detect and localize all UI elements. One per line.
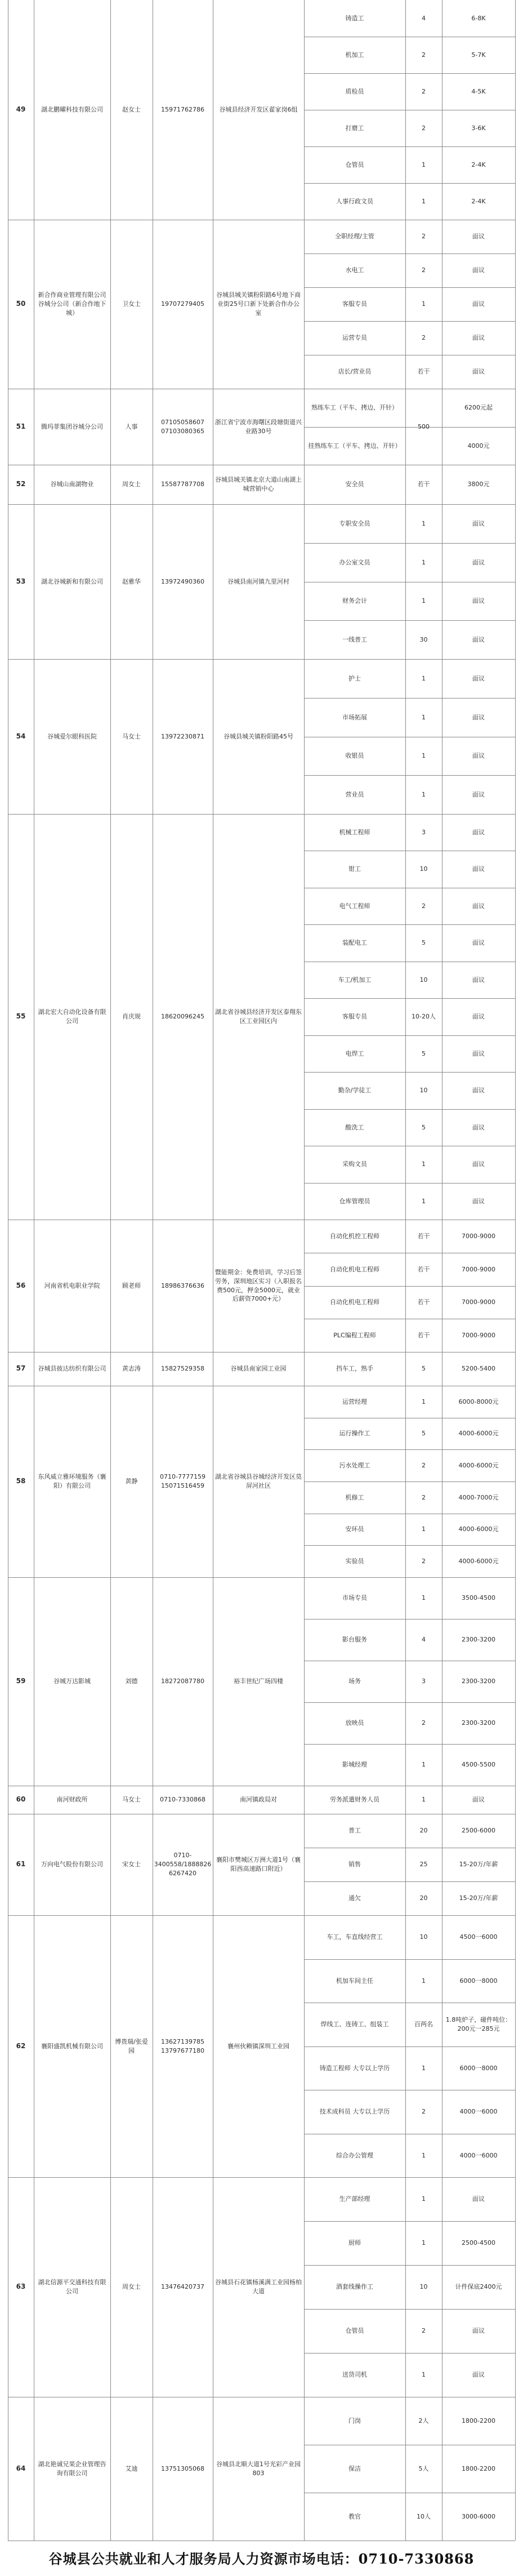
job-title: 一线普工: [342, 635, 367, 643]
job-headcount: 1: [422, 1796, 426, 1804]
job-title: 办公室文员: [339, 558, 370, 566]
job-headcount: 1: [422, 197, 426, 205]
contact-person: 人事: [125, 422, 138, 430]
job-headcount: 1: [422, 752, 426, 760]
job-title: 影城经理: [342, 1761, 367, 1769]
job-salary: 面议: [472, 2371, 485, 2379]
row-number: 56: [16, 1281, 26, 1289]
job-salary: 7000-9000: [462, 1331, 495, 1339]
contact-person: 马女士: [122, 732, 141, 740]
company-address: 湖北省谷城县经济开发区泰翔东区工业园区内: [215, 1008, 302, 1025]
job-headcount: 若干: [417, 481, 430, 488]
job-headcount: 2: [422, 1493, 426, 1501]
job-title: 打磨工: [345, 124, 364, 132]
job-salary: 面议: [472, 1013, 485, 1021]
job-salary: 2-4K: [471, 197, 486, 205]
job-salary: 面议: [472, 266, 485, 274]
company-name: 谷城县彼达纺织有限公司: [38, 1365, 106, 1373]
contact-phone: 13476420737: [161, 2283, 204, 2291]
contact-phone: 15971762786: [161, 106, 204, 114]
job-headcount: 10: [419, 1087, 428, 1095]
job-headcount: 5: [422, 1365, 426, 1373]
job-headcount: 1: [422, 674, 426, 682]
job-headcount: 5人: [418, 2464, 429, 2472]
contact-phone: 13972490360: [161, 577, 204, 585]
job-title: 机加车间主任: [336, 1977, 373, 1985]
contact-phone: 18272087780: [161, 1678, 204, 1685]
contact-phone: 0710-3400558/1888826 6267420: [154, 1852, 212, 1877]
contact-person: 黄静: [125, 1478, 138, 1485]
job-headcount: 10-20人: [412, 1013, 436, 1021]
company-name: 谷城山南湖物业: [50, 481, 94, 488]
contact-person: 刘德: [125, 1678, 138, 1685]
job-title: 挡车工，熟手: [336, 1365, 373, 1373]
company-name: 湖北宏大自动化设备有限公司: [38, 1008, 106, 1025]
job-salary: 7000-9000: [462, 1232, 495, 1240]
contact-phone: 18986376636: [161, 1282, 204, 1289]
job-headcount: 2: [422, 902, 426, 910]
job-title: 自动化机电工程师: [330, 1298, 379, 1306]
job-salary: 2300-3200: [462, 1719, 495, 1727]
job-title: 全职经理/主管: [335, 233, 374, 241]
job-salary: 面议: [472, 790, 485, 798]
company-address: 暨能期金：免费培训，学习后签劳务，深圳地区实习（入职报名费500元，押金5000元，就业后薪资7000+元）: [215, 1268, 302, 1303]
company-name: 南河财政所: [56, 1796, 88, 1804]
job-title: 酸洗工: [345, 1123, 364, 1131]
job-headcount: 若干: [417, 1298, 430, 1306]
job-title: 仓管员: [345, 161, 364, 168]
row-number: 50: [16, 300, 26, 308]
job-title: 影台服务: [342, 1636, 367, 1644]
job-title: 客服专员: [342, 1013, 367, 1021]
row-number: 57: [16, 1364, 26, 1373]
job-title: 机修工: [345, 1493, 364, 1501]
job-headcount: 5: [422, 1430, 426, 1438]
job-salary: 2500-4500: [462, 2239, 495, 2247]
job-salary: 1800-2200: [462, 2417, 495, 2424]
job-title: 厨师: [348, 2239, 361, 2247]
job-headcount: 10: [419, 976, 428, 984]
contact-phone: 15827529358: [161, 1365, 204, 1373]
job-salary: 面议: [472, 233, 485, 241]
job-title: 营业员: [345, 790, 364, 798]
job-salary: 4000-6000元: [458, 1525, 499, 1533]
company-address: 襄州伙赖镇深圳工业园: [227, 2042, 289, 2050]
job-salary: 面议: [472, 558, 485, 566]
contact-phone: 0710-7330868: [160, 1796, 205, 1804]
job-headcount: 2: [422, 266, 426, 274]
job-title: 水电工: [345, 266, 364, 274]
job-headcount: 20: [419, 1894, 428, 1902]
job-title: 机械工程师: [339, 828, 370, 836]
job-title: 场务: [348, 1678, 361, 1685]
job-salary: 4000元: [467, 442, 490, 450]
job-title: 采购文员: [342, 1160, 367, 1168]
contact-person: 肖庆规: [122, 1013, 141, 1021]
job-headcount: 1: [422, 1160, 426, 1168]
job-headcount: 1: [422, 1197, 426, 1205]
row-number: 62: [16, 2041, 26, 2050]
job-headcount: 1: [422, 1977, 426, 1985]
job-headcount: 若干: [417, 1331, 430, 1339]
job-salary: 6000一8000: [459, 1977, 498, 1985]
job-salary: 3000-6000: [462, 2512, 495, 2520]
job-salary: 4-5K: [471, 87, 486, 95]
company-name: 湖北鹏曜科技有限公司: [41, 106, 103, 114]
company-address: 谷城县南河镇九里河村: [227, 577, 289, 585]
job-salary: 5200-5400: [462, 1365, 495, 1373]
company-address: 谷城县城关镇粉阳路6号地下商业街25号口新下处新合作办公室: [216, 291, 301, 317]
company-name: 万向电气股份有限公司: [41, 1861, 103, 1868]
job-headcount: 20: [419, 1827, 428, 1835]
job-salary: 面议: [472, 1087, 485, 1095]
job-title: 装配电工: [342, 939, 367, 947]
job-salary: 4000一6000: [459, 2151, 498, 2159]
row-number: 55: [16, 1012, 26, 1021]
contact-person: 黄志涛: [122, 1365, 141, 1373]
job-headcount: 1: [422, 161, 426, 168]
company-address: 谷城县城关镇粉阳路45号: [223, 732, 293, 740]
row-number: 60: [16, 1795, 26, 1804]
company-address: 浙江省宁波市海曙区段塘街道兴业路30号: [215, 418, 302, 435]
job-headcount: 2: [422, 124, 426, 132]
job-salary: 面议: [472, 674, 485, 682]
contact-person: 周女士: [122, 481, 141, 488]
job-headcount: 1: [422, 300, 426, 308]
job-title: 仓管员: [345, 2327, 364, 2335]
job-salary: 7000-9000: [462, 1265, 495, 1273]
job-salary: 面议: [472, 865, 485, 873]
job-title: 运行操作工: [339, 1430, 370, 1438]
company-address: 谷城县石花镇杨溪满工业园杨柏大道: [215, 2279, 302, 2295]
job-title: 送货司机: [342, 2371, 367, 2379]
job-headcount: 10: [419, 865, 428, 873]
job-salary: 面议: [472, 635, 485, 643]
job-title: 酒套线操作工: [336, 2283, 373, 2291]
contact-person: 马女士: [122, 1796, 141, 1804]
job-salary: 面议: [472, 713, 485, 721]
job-salary: 面议: [472, 597, 485, 605]
job-salary: 4000-6000元: [458, 1430, 499, 1438]
company-name: 谷城爱尔眼科医院: [47, 732, 97, 740]
job-title: 勤杂/学徒工: [338, 1087, 372, 1095]
job-salary: 3-6K: [471, 124, 486, 132]
job-headcount: 25: [419, 1861, 428, 1868]
job-headcount: 30: [419, 635, 428, 643]
job-title: 铸造工: [345, 14, 364, 22]
job-headcount: 5: [422, 939, 426, 947]
company-name: 新合作商业管理有限公司谷城分公司（新合作地下城）: [38, 291, 106, 317]
contact-phone: 18620096245: [161, 1013, 204, 1021]
job-title: 市场拓展: [342, 713, 367, 721]
job-headcount: 1: [422, 2064, 426, 2072]
job-title: 运营专员: [342, 334, 367, 342]
job-headcount: 百两名: [414, 2021, 433, 2028]
company-name: 河南省机电职业学院: [44, 1282, 100, 1289]
company-address: 谷城县经济开发区翟家岗6组: [219, 106, 298, 114]
job-title: 电焊工: [345, 1049, 364, 1057]
row-number: 58: [16, 1477, 26, 1485]
row-number: 49: [16, 105, 26, 114]
job-salary: 7000-9000: [462, 1298, 495, 1306]
job-salary: 4500一6000: [459, 1933, 498, 1941]
job-title: 铸造工程师 大专以上学历: [319, 2064, 390, 2072]
job-salary: 3800元: [467, 481, 490, 488]
contact-phone: 13627139785 13797677180: [161, 2037, 204, 2054]
contact-person: 周女士: [122, 2283, 141, 2291]
job-title: 自动化机控工程师: [330, 1232, 379, 1240]
job-headcount: 若干: [417, 1265, 430, 1273]
company-name: 湖北艳诚兄果企业管理咨询有限公司: [38, 2460, 106, 2477]
job-salary: 2300-3200: [462, 1636, 495, 1644]
job-headcount: 500: [418, 422, 430, 430]
job-salary: 15-20万/年薪: [459, 1861, 498, 1868]
job-salary: 1800-2200: [462, 2464, 495, 2472]
job-title: 生产部经理: [339, 2195, 370, 2203]
job-salary: 面议: [472, 334, 485, 342]
job-headcount: 5: [422, 1049, 426, 1057]
job-title: 店长/营业员: [338, 368, 372, 376]
job-title: 教官: [348, 2512, 361, 2520]
job-salary: 6200元起: [464, 404, 493, 412]
job-title: 钳工: [348, 865, 361, 873]
job-salary: 面议: [472, 828, 485, 836]
contact-phone: 13751305068: [161, 2464, 204, 2472]
job-title: 运营经理: [342, 1398, 367, 1405]
job-headcount: 10: [419, 1933, 428, 1941]
job-headcount: 4: [422, 14, 426, 22]
job-headcount: 1: [422, 558, 426, 566]
job-title: 熟练车工（平车、拷边、开针）: [311, 404, 398, 412]
job-title: 财务会计: [342, 597, 367, 605]
job-salary: 面议: [472, 300, 485, 308]
job-headcount: 2: [422, 1557, 426, 1565]
job-salary: 面议: [472, 368, 485, 376]
job-title: 机加工: [345, 51, 364, 59]
job-headcount: 若干: [417, 1232, 430, 1240]
job-title: 安全员: [345, 481, 364, 488]
job-salary: 面议: [472, 752, 485, 760]
job-salary: 4000一6000: [459, 2108, 498, 2116]
job-title: 挂熟练车工（平车、拷边、开针）: [308, 442, 401, 450]
job-salary: 2300-3200: [462, 1678, 495, 1685]
row-number: 54: [16, 732, 26, 740]
job-salary: 4000-6000元: [458, 1461, 499, 1469]
job-headcount: 2: [422, 2108, 426, 2116]
contact-person: 赵雅华: [122, 577, 141, 585]
job-title: 客服专员: [342, 300, 367, 308]
job-title: 综合办公管理: [336, 2151, 373, 2159]
job-salary: 面议: [472, 976, 485, 984]
job-headcount: 5: [422, 1123, 426, 1131]
contact-person: 顾老师: [122, 1282, 141, 1289]
job-headcount: 1: [422, 790, 426, 798]
job-headcount: 1: [422, 713, 426, 721]
job-headcount: 1: [422, 1594, 426, 1602]
company-address: 谷城县城关镇北京大道山南湖上城营销中心: [215, 476, 302, 492]
job-salary: 面议: [472, 2195, 485, 2203]
job-headcount: 1: [422, 1761, 426, 1769]
job-salary: 4000-6000元: [458, 1557, 499, 1565]
company-name: 腾玛菲集团谷城分公司: [41, 422, 103, 430]
job-title: PLC编程工程师: [333, 1331, 376, 1339]
job-headcount: 2: [422, 2327, 426, 2335]
company-address: 裕丰世纪广场四楼: [234, 1678, 283, 1685]
job-headcount: 2: [422, 51, 426, 59]
job-headcount: 1: [422, 2371, 426, 2379]
company-name: 东风威立雅环境服务（襄阳）有限公司: [38, 1473, 106, 1489]
contact-person: 艾迪: [125, 2464, 138, 2472]
job-headcount: 若干: [417, 368, 430, 376]
job-title: 人事行政文员: [336, 197, 373, 205]
row-number: 64: [16, 2464, 26, 2472]
contact-person: 宋女士: [122, 1861, 141, 1868]
company-address: 南河镇政局对: [240, 1796, 277, 1804]
job-salary: 4000-7000元: [458, 1493, 499, 1501]
job-salary: 面议: [472, 1160, 485, 1168]
company-name: 湖北谷城新和有限公司: [41, 577, 103, 585]
contact-person: 卫女士: [122, 300, 141, 308]
footer-hotline: 谷城县公共就业和人才服务局人力资源市场电话：0710-7330868: [48, 2550, 475, 2567]
job-salary: 面议: [472, 1123, 485, 1131]
job-title: 普工: [348, 1827, 361, 1835]
job-salary: 面议: [472, 939, 485, 947]
row-number: 51: [16, 422, 26, 430]
job-title: 仓库管理员: [339, 1197, 370, 1205]
job-title: 质检员: [345, 87, 364, 95]
contact-phone: 19707279405: [161, 300, 204, 308]
job-title: 车工，车直线经营工: [327, 1933, 383, 1941]
job-headcount: 2: [422, 87, 426, 95]
job-salary: 6-8K: [471, 14, 486, 22]
job-title: 护士: [348, 674, 361, 682]
job-headcount: 1: [422, 519, 426, 527]
company-address: 湖北省谷城县谷城经济开发区莫屏河社区: [215, 1473, 302, 1489]
row-number: 61: [16, 1860, 26, 1868]
contact-phone: 0710-7777159 15071516459: [160, 1473, 205, 1489]
company-name: 湖北信源平交通科技有限公司: [38, 2279, 106, 2295]
job-headcount: 1: [422, 597, 426, 605]
contact-phone: 07105058607 07103080365: [161, 418, 204, 435]
job-headcount: 4: [422, 1636, 426, 1644]
job-headcount: 1: [422, 2239, 426, 2247]
job-headcount: 1: [422, 1398, 426, 1405]
job-salary: 面议: [472, 1049, 485, 1057]
job-title: 通欠: [348, 1894, 361, 1902]
contact-phone: 15587787708: [161, 481, 204, 488]
job-salary: 面议: [472, 902, 485, 910]
job-salary: 面议: [472, 1197, 485, 1205]
job-headcount: 2人: [418, 2417, 429, 2424]
job-title: 保洁: [348, 2464, 361, 2472]
company-address: 谷城县北顺大道1号光彩产业园803: [216, 2460, 301, 2477]
job-title: 电气工程师: [339, 902, 370, 910]
job-headcount: 2: [422, 1461, 426, 1469]
job-title: 放映员: [345, 1719, 364, 1727]
job-title: 实验员: [345, 1557, 364, 1565]
company-name: 襄阳盛凯机械有限公司: [41, 2042, 103, 2050]
job-salary: 面议: [472, 519, 485, 527]
job-title: 专职安全员: [339, 519, 370, 527]
row-number: 59: [16, 1677, 26, 1685]
job-headcount: 2: [422, 1719, 426, 1727]
job-headcount: 10: [419, 2283, 428, 2291]
job-headcount: 2: [422, 233, 426, 241]
job-title: 自动化机电工程师: [330, 1265, 379, 1273]
job-title: 污水处理工: [339, 1461, 370, 1469]
job-title: 安环员: [345, 1525, 364, 1533]
job-salary: 面议: [472, 1796, 485, 1804]
job-salary: 4500-5500: [462, 1761, 495, 1769]
job-headcount: 2: [422, 334, 426, 342]
job-salary: 3500-4500: [462, 1594, 495, 1602]
row-number: 52: [16, 480, 26, 488]
contact-person: 赵女士: [122, 106, 141, 114]
job-title: 销售: [348, 1861, 361, 1868]
job-salary: 计件保底2400元: [455, 2283, 502, 2291]
job-title: 焊线工、连铸工、组装工: [320, 2021, 389, 2028]
row-number: 53: [16, 577, 26, 585]
job-salary: 1.8吨炉子，碰件吨位：200元一285元: [445, 2016, 512, 2032]
job-title: 劳务派遣财务人员: [330, 1796, 379, 1804]
job-title: 技术成科员 大专以上学历: [319, 2108, 390, 2116]
job-title: 车工/机加工: [338, 976, 372, 984]
company-address: 襄阳市樊城区万洲大道1号（襄阳西高速路口附近）: [216, 1856, 301, 1872]
company-name: 谷城万达影城: [53, 1678, 91, 1685]
job-headcount: 10人: [417, 2512, 431, 2520]
row-number: 63: [16, 2283, 26, 2291]
job-headcount: 3: [422, 1678, 426, 1685]
job-salary: 15-20万/年薪: [459, 1894, 498, 1902]
company-address: 谷城县南家园工业园: [230, 1365, 287, 1373]
job-headcount: 3: [422, 828, 426, 836]
job-salary: 面议: [472, 2327, 485, 2335]
job-salary: 5-7K: [471, 51, 486, 59]
job-salary: 6000一8000: [459, 2064, 498, 2072]
job-salary: 6000-8000元: [458, 1398, 499, 1405]
job-title: 市场专员: [342, 1594, 367, 1602]
job-title: 收银员: [345, 752, 364, 760]
job-salary: 2500-6000: [462, 1827, 495, 1835]
job-headcount: 1: [422, 2195, 426, 2203]
contact-person: 博贵瑞/张爱园: [115, 2037, 148, 2054]
job-headcount: 1: [422, 1525, 426, 1533]
job-title: 门岗: [348, 2417, 361, 2424]
job-salary: 2-4K: [471, 161, 486, 168]
contact-phone: 13972230871: [161, 732, 204, 740]
column-divider: [515, 0, 516, 2541]
job-headcount: 1: [422, 2151, 426, 2159]
